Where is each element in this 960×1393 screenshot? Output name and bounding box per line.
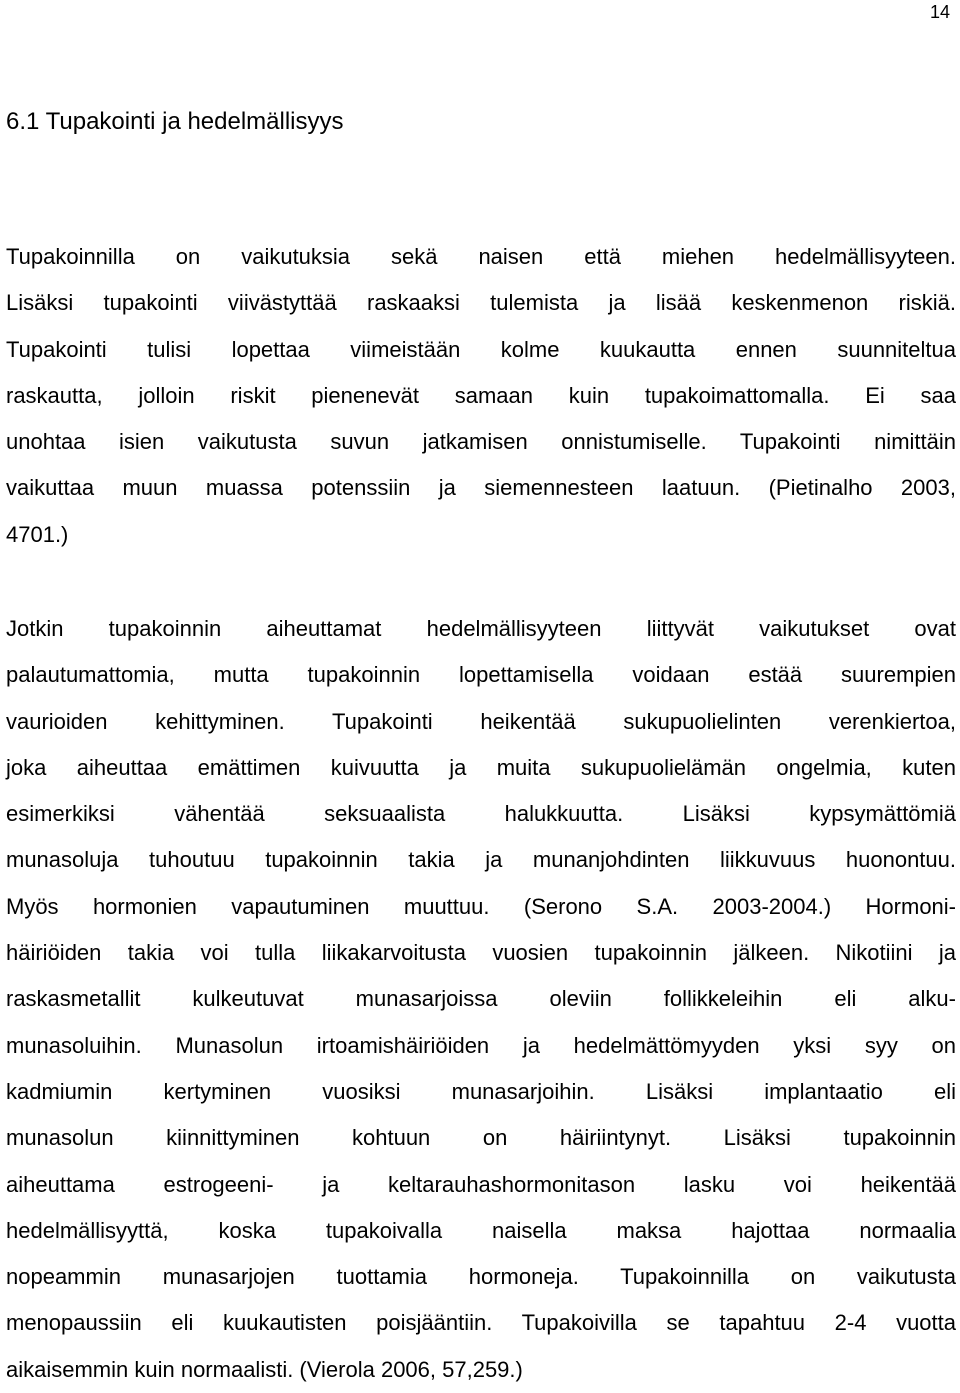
paragraph-line: hedelmällisyyttä, koska tupakoivalla naisella maksa hajottaa normaalia [6,1217,956,1243]
paragraph-line: Jotkin tupakoinnin aiheuttamat hedelmällisyyteen liittyvät vaikutukset ovat [6,616,956,641]
paragraph-line: Tupakointi tulisi lopettaa viimeistään kolme kuukautta ennen suunniteltua [6,336,956,362]
paragraph-line: vaurioiden kehittyminen. Tupakointi heikentää sukupuolielinten verenkiertoa, [6,708,956,734]
paragraph-line: aikaisemmin kuin normaalisti. (Vierola 2006, 57,259.) [6,1356,523,1382]
paragraph-line: vaikuttaa muun muassa potenssiin ja siemennesteen laatuun. (Pietinalho 2003, [6,475,956,501]
paragraph-line: unohtaa isien vaikutusta suvun jatkamisen onnistumiselle. Tupakointi nimittäin [6,429,956,455]
paragraph-line: joka aiheuttaa emättimen kuivuutta ja muita sukupuolielämän ongelmia, kuten [6,754,956,780]
paragraph-line: häiriöiden takia voi tulla liikakarvoitusta vuosien tupakoinnin jälkeen. Nikotiini ja [6,940,956,966]
paragraph-line: raskautta, jolloin riskit pienenevät samaan kuin tupakoimattomalla. Ei saa [6,382,956,408]
paragraph-smoking-effects [6,234,956,558]
paragraph-line: munasolun kiinnittyminen kohtuun on häiriintynyt. Lisäksi tupakoinnin [6,1125,956,1151]
paragraph-line: esimerkiksi vähentää seksuaalista halukkuutta. Lisäksi kypsymättömiä [6,801,956,827]
paragraph-line: nopeammin munasarjojen tuottamia hormoneja. Tupakoinnilla on vaikutusta [6,1264,956,1290]
paragraph-line: aiheuttama estrogeeni- ja keltarauhashormonitason lasku voi heikentää [6,1171,956,1197]
page-number: 14 [929,2,950,22]
paragraph-line: munasoluihin. Munasolun irtoamishäiriöiden ja hedelmättömyyden yksi syy on [6,1032,956,1058]
paragraph-line: palautumattomia, mutta tupakoinnin lopettamisella voidaan estää suurempien [6,662,956,688]
paragraph-line: kadmiumin kertyminen vuosiksi munasarjoihin. Lisäksi implantaatio eli [6,1078,956,1104]
paragraph-line: 4701.) [6,521,69,547]
section-heading: 6.1 Tupakointi ja hedelmällisyys [6,108,344,135]
paragraph-line: Myös hormonien vapautuminen muuttuu. (Serono S.A. 2003-2004.) Hormoni- [6,893,956,919]
paragraph-line: Lisäksi tupakointi viivästyttää raskaaksi tulemista ja lisää keskenmenon riskiä. [6,290,956,316]
paragraph-fertility-damage [6,606,956,1393]
paragraph-line: Tupakoinnilla on vaikutuksia sekä naisen että miehen hedelmällisyyteen. [6,244,956,269]
paragraph-line: munasoluja tuhoutuu tupakoinnin takia ja munanjohdinten liikkuvuus huonontuu. [6,847,956,873]
paragraph-line: menopaussiin eli kuukautisten poisjääntiin. Tupakoivilla se tapahtuu 2-4 vuotta [6,1310,956,1336]
paragraph-line: raskasmetallit kulkeutuvat munasarjoissa oleviin follikkeleihin eli alku- [6,986,956,1012]
